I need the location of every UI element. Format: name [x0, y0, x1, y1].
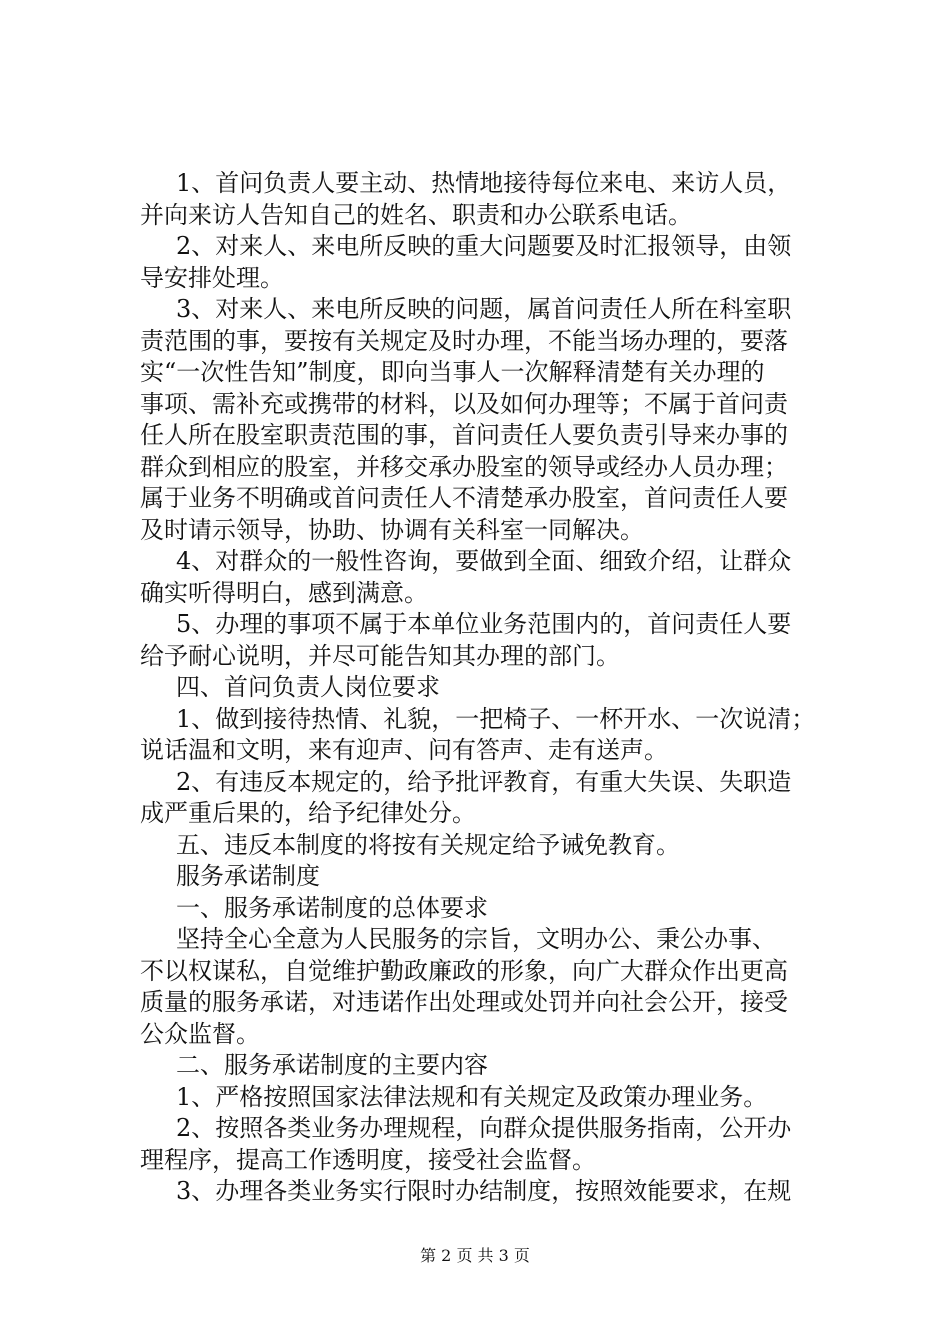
- text-line: 质量的服务承诺，对违诺作出处理或处罚并向社会公开，接受: [140, 988, 788, 1016]
- text-line: 不以权谋私，自觉维护勤政廉政的形象，向广大群众作出更高: [140, 956, 788, 985]
- text-line: 四、首问负责人岗位要求: [176, 673, 440, 701]
- text-line: 成严重后果的，给予纪律处分。: [140, 799, 476, 827]
- text-line: 任人所在股室职责范围的事，首问责任人要负责引导来办事的: [140, 421, 788, 449]
- text-line: 事项、需补充或携带的材料，以及如何办理等；不属于首问责: [140, 389, 788, 418]
- text-line: 2、有违反本规定的，给予批评教育，有重大失误、失职造: [176, 767, 792, 796]
- text-line: 五、违反本制度的将按有关规定给予诫免教育。: [176, 830, 680, 859]
- text-line: 并向来访人告知自己的姓名、职责和办公联系电话。: [140, 200, 692, 229]
- text-line: 实“一次性告知”制度，即向当事人一次解释清楚有关办理的: [140, 358, 765, 386]
- document-body: [140, 168, 830, 1208]
- text-line: 确实听得明白，感到满意。: [140, 578, 428, 607]
- text-line: 说话温和文明，来有迎声、问有答声、走有送声。: [140, 736, 668, 764]
- text-line: 一、服务承诺制度的总体要求: [176, 893, 488, 922]
- text-line: 及时请示领导，协助、协调有关科室一同解决。: [140, 515, 644, 544]
- text-line: 1、严格按照国家法律法规和有关规定及政策办理业务。: [176, 1082, 768, 1111]
- text-line: 责范围的事，要按有关规定及时办理，不能当场办理的，要落: [140, 326, 788, 355]
- text-line: 4、对群众的一般性咨询，要做到全面、细致介绍，让群众: [176, 547, 792, 575]
- text-line: 2、按照各类业务办理规程，向群众提供服务指南，公开办: [176, 1114, 792, 1142]
- text-line: 1、做到接待热情、礼貌，一把椅子、一杯开水、一次说清；: [176, 704, 816, 733]
- text-line: 群众到相应的股室，并移交承办股室的领导或经办人员办理；: [140, 452, 788, 481]
- text-line: 二、服务承诺制度的主要内容: [176, 1051, 488, 1079]
- text-line: 属于业务不明确或首问责任人不清楚承办股室，首问责任人要: [140, 484, 788, 512]
- text-line: 2、对来人、来电所反映的重大问题要及时汇报领导，由领: [176, 232, 792, 260]
- text-line: 理程序，提高工作透明度，接受社会监督。: [140, 1145, 596, 1174]
- text-line: 给予耐心说明，并尽可能告知其办理的部门。: [140, 641, 620, 670]
- text-line: 坚持全心全意为人民服务的宗旨，文明办公、秉公办事、: [176, 925, 776, 953]
- text-line: 服务承诺制度: [176, 862, 320, 890]
- text-line: 1、首问负责人要主动、热情地接待每位来电、来访人员，: [176, 169, 792, 197]
- page-footer: 第 2 页 共 3 页: [420, 1246, 530, 1265]
- text-line: 5、办理的事项不属于本单位业务范围内的，首问责任人要: [176, 610, 792, 638]
- text-line: 3、办理各类业务实行限时办结制度，按照效能要求，在规: [176, 1177, 792, 1205]
- text-line: 导安排处理。: [140, 263, 284, 292]
- text-line: 公众监督。: [140, 1019, 260, 1048]
- text-line: 3、对来人、来电所反映的问题，属首问责任人所在科室职: [176, 295, 792, 323]
